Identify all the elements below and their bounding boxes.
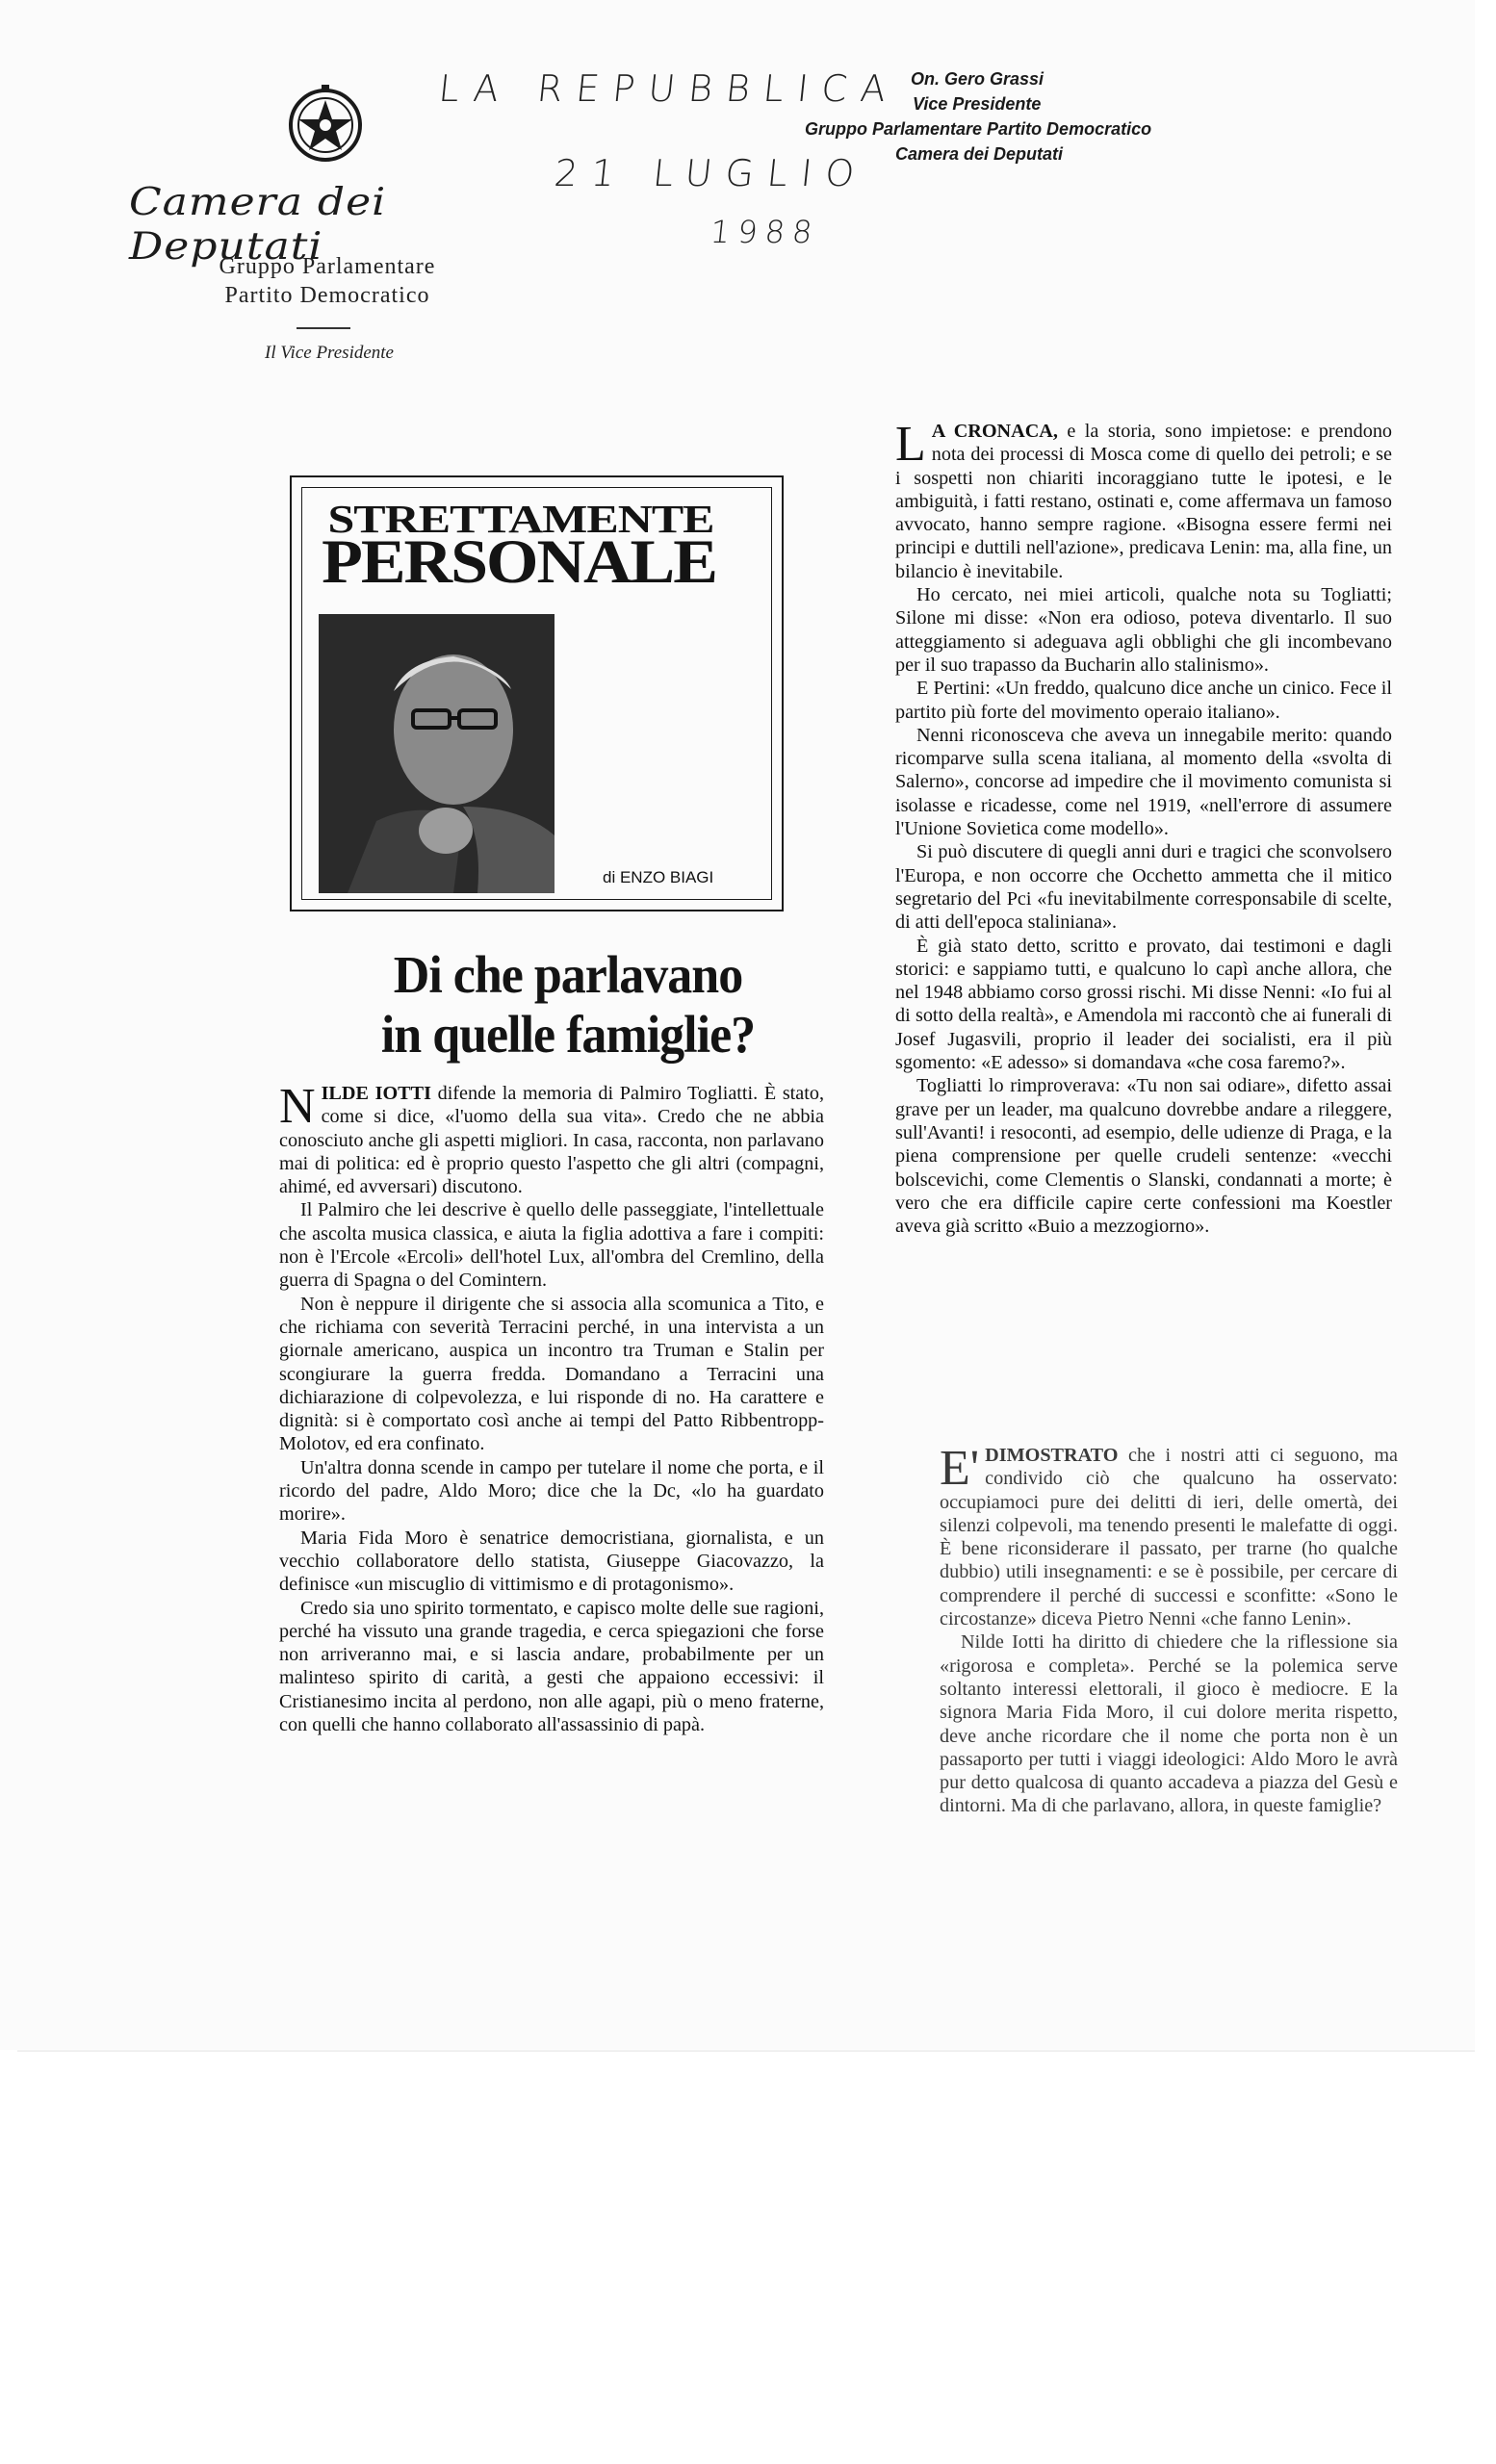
paragraph: E Pertini: «Un freddo, qualcuno dice anche un cinico. Fece il partito più forte del movimento operaio italiano».: [895, 678, 1392, 723]
divider: [297, 327, 350, 329]
lead-caps: DIMOSTRATO: [985, 1445, 1119, 1466]
paragraph: Un'altra donna scende in campo per tutelare il nome che porta, e il ricordo del padre, Aldo Moro; dice che la Dc, «lo ha guardato morire».: [279, 1456, 824, 1526]
paragraph: È già stato detto, scritto e provato, dai testimoni e dagli storici: e sappiamo tutti, e qualcuno lo capì anche allora, che nel 1948 abbiamo corso grossi rischi. Mi disse Nenni: «Io fui al di sotto della realtà», e Amendola mi raccontò che ai funerali di Josef Jugasvili, proprio il leader dei socialisti, era il più sgomento: «E adesso» si domandava «che cosa faremo?».: [895, 935, 1392, 1074]
column-title-bottom: PERSONALE: [322, 528, 716, 597]
paragraph: [940, 1441, 1398, 1630]
byline: di ENZO BIAGI: [603, 868, 714, 886]
dropcap: E': [940, 1441, 980, 1496]
group-line-1: Gruppo Parlamentare: [219, 254, 436, 279]
article-right-column: [895, 417, 1393, 1238]
paragraph-text: che i nostri atti ci seguono, ma condivido ciò che qualcuno ha osservato: occupiamoci pure dei delitti di ieri, delle omertà, dei silenzi colpevoli, ma tenendo presenti le malefatte di oggi. È bene riconsiderare il passato, per trarne (ho qualche dubbio) utili insegnamenti: e se è possibile, per cercare di comprendere il perché di successi e sconfitte: «Sono le circostanze» diceva Pietro Nenni «che fanno Lenin».: [940, 1445, 1398, 1630]
paragraph: Togliatti lo rimproverava: «Tu non sai odiare», difetto assai grave per un leader, ma qualcuno dovrebbe andare a rileggere, sull'Avanti! i resoconti, ad esempio, delle udienze di Praga, e la piena comprensione per quelle crudeli sentenze: «vecchi bolscevichi, come Clementis o Slanski, condannati a morte; è vero che era difficile capire certe confessioni ma Koestler aveva già scritto «Buio a mezzogiorno».: [895, 1075, 1392, 1238]
paragraph: Il Palmiro che lei descrive è quello delle passeggiate, l'intellettuale che ascolta musica classica, e aiuta la figlia adottiva a fare i compiti: non è l'Ercole «Ercoli» dell'hotel Lux, all'ombra del Cremlino, della guerra di Spagna o del Comintern.: [279, 1199, 824, 1292]
headline-line-1: Di che parlavano: [393, 946, 743, 1005]
dropcap: L: [895, 417, 926, 472]
paragraph: Si può discutere di quegli anni duri e tragici che sconvolsero l'Europa, e non occorre che Occhetto ammetta che il mitico segretario del Pci «fu inevitabilmente corresponsabile di scelte, di atti dell'epoca staliniana».: [895, 841, 1392, 934]
article-right-column-continued: [940, 1441, 1398, 1818]
paragraph: Ho cercato, nei miei articoli, qualche nota su Togliatti; Silone mi disse: «Non era odioso, poteva diventarlo. Il suo atteggiamento si adeguava agli obblighi che gli incombevano per il suo trapasso da Bucharin allo stalinismo».: [895, 584, 1392, 676]
lead-caps: A CRONACA,: [931, 421, 1058, 442]
institution-name: Camera dei Deputati: [129, 180, 387, 269]
handwritten-date: 21 LUGLIO: [552, 152, 870, 194]
paragraph: Maria Fida Moro è senatrice democristiana, giornalista, e un vecchio collaboratore dello statista, Giuseppe Giacovazzo, la definisce «un miscuglio di vittimismo e di protagonismo».: [279, 1527, 824, 1596]
column-title-top: STRETTAMENTE: [327, 497, 714, 541]
paragraph: [895, 417, 1393, 583]
headline-line-2: in quelle famiglie?: [380, 1006, 756, 1065]
paragraph: Nenni riconosceva che aveva un innegabile merito: quando ricomparve sulla scena italiana, al momento della «svolta di Salerno», concorse ad impedire che il movimento comunista si isolasse e ricadesse, come nel 1919, «nell'errore di assumere l'Unione Sovietica come modello».: [895, 724, 1392, 840]
lead-caps: ILDE IOTTI: [321, 1083, 431, 1104]
stamp-group: Gruppo Parlamentare Partito Democratico: [805, 119, 1152, 139]
paragraph: Nilde Iotti ha diritto di chiedere che la riflessione sia «rigorosa e completa». Perché se la polemica serve soltanto interessi elettorali, il gioco è mediocre. E la signora Maria Fida Moro, il cui dolore merita rispetto, deve anche ricordare che il nome che porta non è un passaporto per tutti i viaggi ideologici: Aldo Moro le avrà pur detto qualcosa di quanto accadeva a piazza del Gesù e dintorni. Ma di che parlavano, allora, in queste famiglie?: [940, 1631, 1398, 1817]
article-left-column: [279, 1079, 824, 1736]
paragraph: Non è neppure il dirigente che si associa alla scomunica a Tito, e che richiama con severità Terracini perché, in una intervista a un giornale americano, auspica un incontro tra Truman e Stalin per scongiurare la guerra fredda. Domandano a Terracini una dichiarazione di colpevolezza, e lui risponde di no. Ha carattere e dignità: si è comportato così anche ai tempi del Patto Ribbentropp-Molotov, ed era confinato.: [279, 1293, 824, 1455]
author-photo: [319, 614, 555, 893]
handwritten-year: 1988: [709, 214, 822, 250]
paragraph-text: e la storia, sono impietose: e prendono nota dei processi di Mosca come di quello dei petroli; e se i sospetti non chiariti incoraggiano tutte le ipotesi, e le ambiguità, i fatti restano, ostinati e, come affermava un famoso avvocato, hanno sempre ragione. «Bisogna essere fermi nei principi e duttili nell'azione», predicava Lenin: ma, alla fine, un bilancio è inevitabile.: [895, 421, 1393, 582]
handwritten-newspaper: LA REPUBBLICA: [436, 67, 902, 110]
paragraph: Credo sia uno spirito tormentato, e capisco molte delle sue ragioni, perché ha vissuto una grande tragedia, e cerca spiegazioni che forse non arriveranno mai, e si lascia andare, probabilmente per un malinteso spirito di carità, a gesti che appaiono eccessivi: il Cristianesimo incita al perdono, non alle agapi, più o meno fraterne, con quelli che hanno collaborato all'assassinio di papà.: [279, 1597, 824, 1736]
republic-emblem-icon: [285, 83, 366, 164]
stamp-role: Vice Presidente: [913, 94, 1042, 114]
stamp-name: On. Gero Grassi: [911, 69, 1045, 89]
letterhead-title: Il Vice Presidente: [265, 343, 394, 363]
stamp-chamber: Camera dei Deputati: [895, 144, 1064, 164]
dropcap: N: [279, 1079, 316, 1134]
paragraph: [279, 1079, 824, 1198]
paragraph-text: difende la memoria di Palmiro Togliatti. È stato, come si dice, «l'uomo della sua vita». Credo che ne abbia conosciuto anche gli aspetti migliori. In casa, racconta, non parlavano mai di politica: ed è proprio questo l'aspetto che gli altri (compagni, ahimé, ed avversari) discutono.: [279, 1083, 824, 1198]
group-line-2: Partito Democratico: [224, 283, 430, 308]
